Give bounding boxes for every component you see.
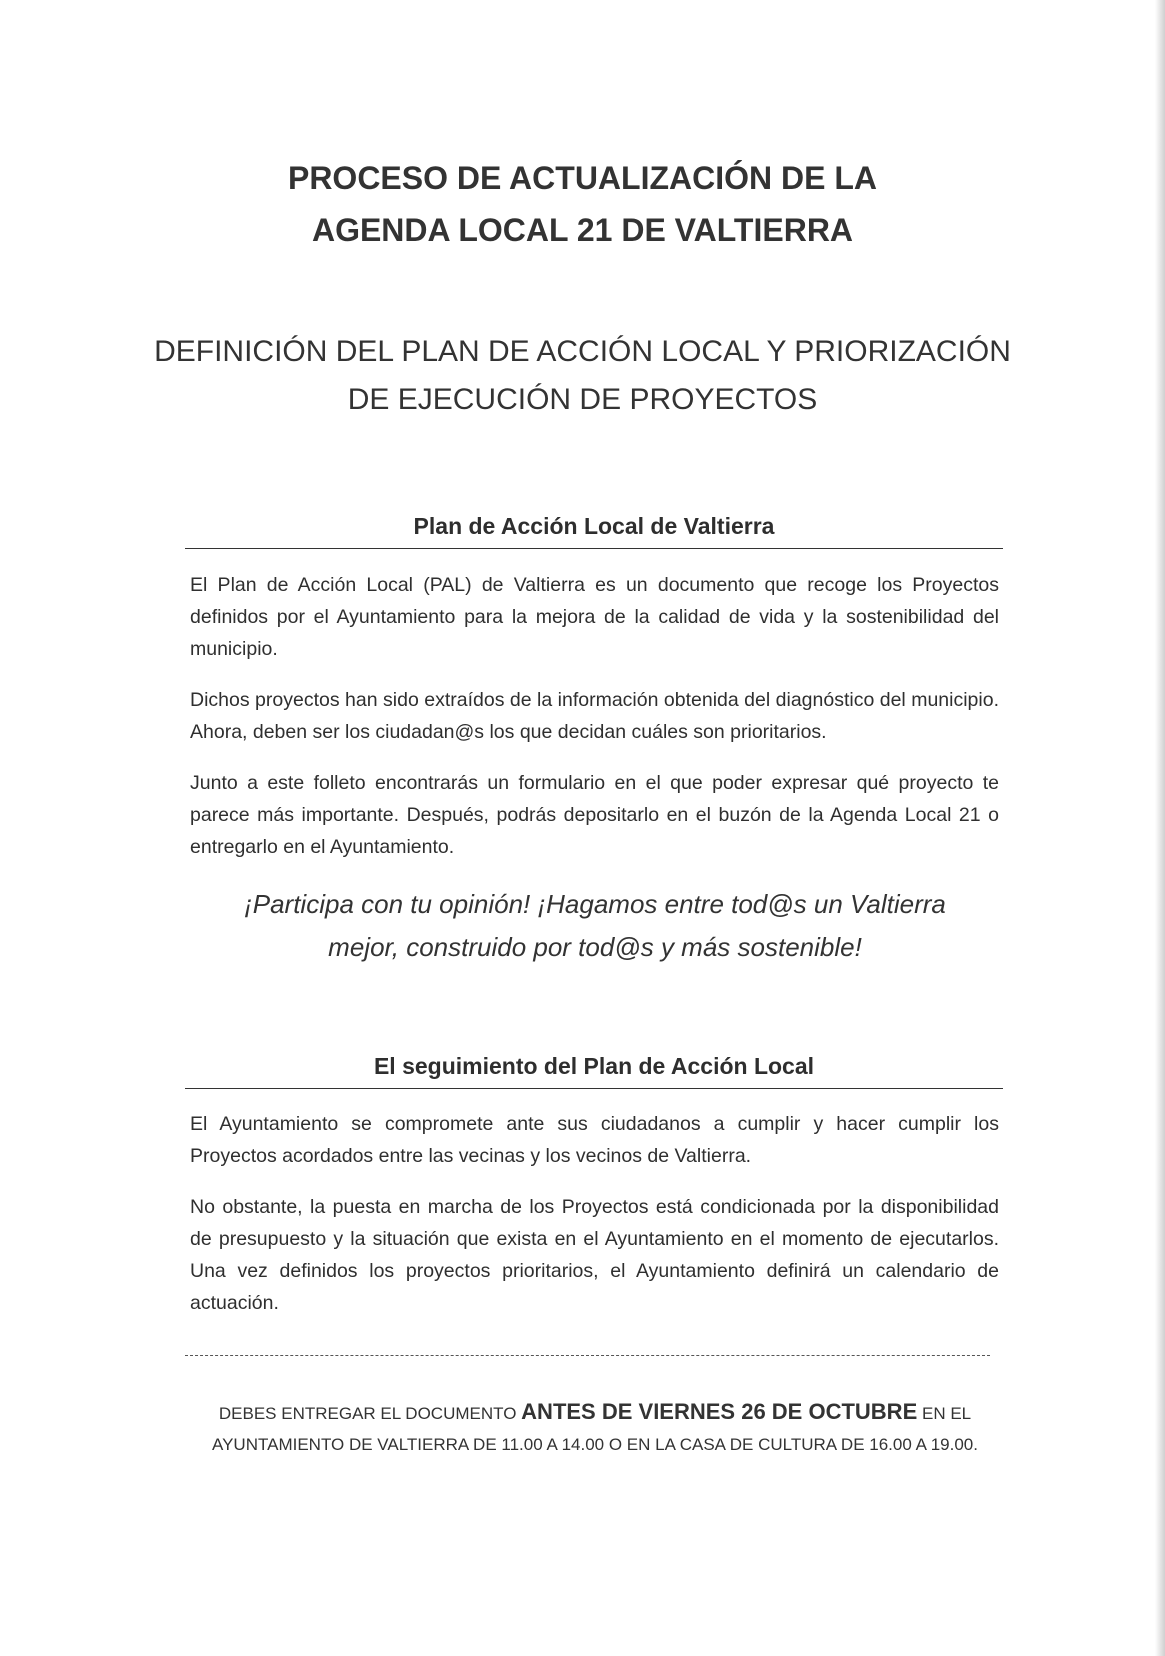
footer-line2: AYUNTAMIENTO DE VALTIERRA DE 11.00 A 14.00 O EN LA CASA DE CULTURA DE 16.00 A 19.00. xyxy=(212,1435,978,1454)
section1-paragraph-3: Junto a este folleto encontrarás un formulario en el que poder expresar qué proyecto te parece más importante. Después, podrás depositarlo en el buzón de la Agenda Local 21 o entregarlo en el Ayuntamiento. xyxy=(190,772,999,858)
footer-part2: EN EL xyxy=(921,1404,972,1423)
footer-part1: DEBES ENTREGAR EL DOCUMENTO xyxy=(218,1404,517,1423)
document-subtitle-line2: DE EJECUCIÓN DE PROYECTOS xyxy=(347,383,818,416)
document-subtitle-line1: DEFINICIÓN DEL PLAN DE ACCIÓN LOCAL Y PRIORIZACIÓN xyxy=(154,335,1011,368)
dashed-separator xyxy=(185,1355,990,1356)
section1-paragraph-1: El Plan de Acción Local (PAL) de Valtierra es un documento que recoge los Proyectos definidos por el Ayuntamiento para la mejora de la calidad de vida y la sostenibilidad del municipio. xyxy=(190,574,999,660)
document-title-line1: PROCESO DE ACTUALIZACIÓN DE LA xyxy=(287,160,878,196)
section1-paragraph-2: Dichos proyectos han sido extraídos de la información obtenida del diagnóstico del municipio. Ahora, deben ser los ciudadan@s los que decidan cuáles son prioritarios. xyxy=(190,689,999,743)
section2-paragraph-1: El Ayuntamiento se compromete ante sus ciudadanos a cumplir y hacer cumplir los Proyectos acordados entre las vecinas y los vecinos de Valtierra. xyxy=(190,1113,999,1167)
section2-paragraph-2: No obstante, la puesta en marcha de los Proyectos está condicionada por la disponibilidad de presupuesto y la situación que exista en el Ayuntamiento en el momento de ejecutarlos. Una vez definidos los proyectos prioritarios, el Ayuntamiento definirá un calendario de actuación. xyxy=(190,1196,999,1314)
section1-heading: Plan de Acción Local de Valtierra xyxy=(413,513,775,539)
footer-deadline: ANTES DE VIERNES 26 DE OCTUBRE xyxy=(521,1399,918,1424)
footer-line1 xyxy=(150,1396,1040,1430)
section2-heading: El seguimiento del Plan de Acción Local xyxy=(373,1053,815,1079)
callout-line1: ¡Participa con tu opinión! ¡Hagamos entre tod@s un Valtierra xyxy=(244,889,946,919)
callout-line2: mejor, construido por tod@s y más sostenible! xyxy=(328,932,862,962)
section1-divider xyxy=(185,548,1003,549)
section2-divider xyxy=(185,1088,1003,1089)
document-title-line2: AGENDA LOCAL 21 DE VALTIERRA xyxy=(311,212,854,248)
